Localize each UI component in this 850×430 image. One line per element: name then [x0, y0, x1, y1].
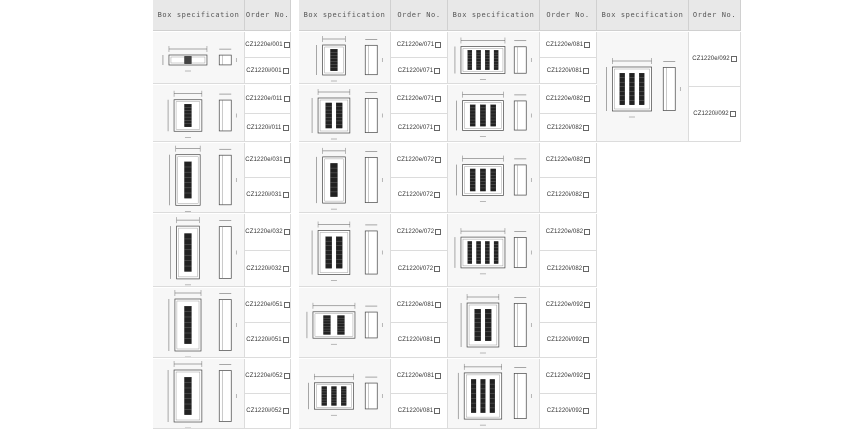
cabinet-drawing: [299, 143, 391, 213]
order-code: CZ1220e/092: [545, 302, 584, 308]
cabinet-side-view: [365, 39, 382, 74]
order-number: [245, 214, 291, 251]
cabinet-drawing: [153, 288, 245, 358]
order-code: CZ1220i/071: [397, 124, 434, 131]
cabinet-drawing: [448, 32, 540, 84]
cabinet-side-view: [514, 41, 531, 73]
cabinet-side-view: [514, 297, 531, 346]
order-code: CZ1220i/081: [397, 408, 434, 414]
order-number: [245, 323, 291, 358]
cabinet-side-view: [514, 159, 531, 195]
header-order-no-2: Order No.: [391, 0, 448, 31]
order-code: CZ1220e/071: [396, 41, 435, 48]
cabinet-front-view: [455, 228, 505, 274]
order-code: CZ1220e/052: [245, 373, 283, 379]
header-box-specification-1: Box specification: [153, 0, 245, 31]
order-code: CZ1220i/052: [246, 408, 282, 414]
cabinet-drawing: [448, 288, 540, 358]
cabinet-side-view: [219, 149, 236, 205]
cabinet-drawing: [153, 214, 245, 287]
checkbox-square-icon: [435, 42, 441, 48]
cabinet-front-view: [168, 91, 202, 138]
cabinet-side-view: [514, 95, 531, 130]
order-number: [540, 323, 597, 358]
header-box-specification-4: Box specification: [597, 0, 689, 31]
cabinet-drawing: [153, 143, 245, 213]
cabinet-front-view: [312, 89, 350, 139]
checkbox-square-icon: [284, 373, 290, 379]
checkbox-square-icon: [283, 125, 289, 131]
checkbox-square-icon: [434, 125, 440, 131]
order-code: CZ1220i/011: [246, 124, 282, 131]
order-number: [540, 288, 597, 323]
order-code: CZ1220e/051: [245, 302, 283, 308]
checkbox-square-icon: [434, 337, 440, 343]
cabinet-drawing: [153, 359, 245, 429]
checkbox-square-icon: [283, 408, 289, 414]
checkbox-square-icon: [284, 229, 290, 235]
spec-cell: [153, 359, 245, 429]
order-code: CZ1220e/082: [545, 157, 584, 163]
spec-cell: [448, 32, 540, 84]
order-number: [391, 394, 448, 429]
cabinet-side-view: [219, 365, 236, 422]
spec-cell: [299, 85, 391, 142]
order-number: [391, 85, 448, 114]
order-number: [245, 85, 291, 114]
order-number: [540, 359, 597, 394]
checkbox-square-icon: [583, 337, 589, 343]
order-number: [540, 85, 597, 114]
spec-cell: [448, 288, 540, 358]
order-code: CZ1220i/082: [546, 124, 583, 131]
header-order-no-3: Order No.: [540, 0, 597, 31]
cabinet-side-view: [219, 49, 236, 65]
cabinet-front-view: [606, 58, 651, 117]
order-number: [540, 58, 597, 84]
order-number: [391, 32, 448, 58]
order-code: CZ1220e/082: [545, 229, 584, 235]
order-number: [245, 143, 291, 178]
order-number: [391, 323, 448, 358]
order-number: [391, 359, 448, 394]
spec-cell: [299, 143, 391, 213]
order-number: [245, 394, 291, 429]
cabinet-drawing: [448, 214, 540, 287]
spec-cell: [153, 288, 245, 358]
cabinet-side-view: [365, 225, 382, 274]
cabinet-drawing: [153, 85, 245, 142]
spec-cell: [448, 85, 540, 142]
spec-cell: [299, 214, 391, 287]
cabinet-side-view: [663, 61, 680, 110]
cabinet-drawing: [299, 214, 391, 287]
order-code: CZ1220e/092: [545, 373, 584, 379]
order-number: [540, 114, 597, 142]
checkbox-square-icon: [730, 111, 736, 117]
cabinet-side-view: [365, 306, 382, 338]
cabinet-front-view: [457, 92, 504, 137]
order-code: CZ1220i/092: [546, 337, 583, 343]
order-code: CZ1220i/051: [246, 337, 282, 343]
checkbox-square-icon: [584, 229, 590, 235]
checkbox-square-icon: [584, 42, 590, 48]
cabinet-drawing: [448, 359, 540, 429]
checkbox-square-icon: [284, 42, 290, 48]
spec-cell: [299, 288, 391, 358]
order-code: CZ1220i/072: [397, 192, 434, 198]
checkbox-square-icon: [583, 408, 589, 414]
order-number: [245, 359, 291, 394]
cabinet-drawing: [299, 359, 391, 429]
cabinet-front-view: [308, 374, 353, 415]
cabinet-drawing: [597, 32, 689, 142]
spec-cell: [448, 359, 540, 429]
cabinet-side-view: [219, 294, 236, 351]
checkbox-square-icon: [435, 302, 441, 308]
checkbox-square-icon: [435, 373, 441, 379]
checkbox-square-icon: [435, 157, 441, 163]
cabinet-front-view: [168, 361, 202, 428]
spec-cell: [153, 85, 245, 142]
cabinet-front-view: [317, 36, 346, 81]
order-code: CZ1220e/031: [245, 157, 283, 163]
cabinet-drawing: [153, 32, 245, 84]
spec-cell: [153, 143, 245, 213]
cabinet-side-view: [514, 367, 531, 418]
checkbox-square-icon: [283, 68, 289, 74]
checkbox-square-icon: [584, 96, 590, 102]
spec-cell: [299, 359, 391, 429]
checkbox-square-icon: [731, 56, 737, 62]
cabinet-front-view: [170, 146, 200, 212]
spec-cell: [153, 32, 245, 84]
order-number: [689, 32, 741, 87]
cabinet-front-view: [169, 290, 201, 357]
order-code: CZ1220i/092: [546, 408, 583, 414]
cabinet-front-view: [458, 364, 502, 425]
cabinet-front-view: [171, 217, 200, 285]
order-number: [391, 58, 448, 84]
checkbox-square-icon: [435, 96, 441, 102]
order-code: CZ1220i/072: [397, 265, 434, 272]
order-number: [391, 214, 448, 251]
order-code: CZ1220e/081: [396, 373, 435, 379]
spec-cell: [597, 32, 689, 142]
order-number: [245, 288, 291, 323]
order-number: [540, 251, 597, 287]
checkbox-square-icon: [434, 408, 440, 414]
cabinet-front-view: [312, 222, 350, 281]
cabinet-drawing: [299, 288, 391, 358]
order-number: [245, 178, 291, 213]
header-order-no-1: Order No.: [245, 0, 291, 31]
order-number: [391, 288, 448, 323]
cabinet-front-view: [317, 148, 346, 209]
order-code: CZ1220i/082: [546, 192, 583, 198]
cabinet-side-view: [365, 92, 382, 132]
order-code: CZ1220i/081: [397, 337, 434, 343]
cabinet-side-view: [219, 221, 236, 279]
order-code: CZ1220e/092: [692, 56, 730, 62]
checkbox-square-icon: [583, 192, 589, 198]
order-number: [540, 214, 597, 251]
cabinet-front-view: [457, 156, 504, 202]
order-number: [391, 114, 448, 142]
order-code: CZ1220e/072: [396, 157, 435, 163]
order-code: CZ1220i/031: [246, 192, 282, 198]
spec-cell: [153, 214, 245, 287]
checkbox-square-icon: [283, 337, 289, 343]
order-number: [245, 251, 291, 287]
order-number: [540, 32, 597, 58]
order-number: [245, 58, 291, 84]
spec-cell: [448, 143, 540, 213]
cabinet-front-view: [307, 303, 355, 344]
checkbox-square-icon: [583, 266, 589, 272]
checkbox-square-icon: [584, 157, 590, 163]
spec-cell: [448, 214, 540, 287]
cabinet-drawing: [299, 32, 391, 84]
checkbox-square-icon: [584, 373, 590, 379]
checkbox-square-icon: [283, 192, 289, 198]
cabinet-front-view: [455, 38, 505, 80]
checkbox-square-icon: [283, 266, 289, 272]
cabinet-drawing: [448, 143, 540, 213]
cabinet-front-view: [163, 46, 207, 71]
header-order-no-4: Order No.: [689, 0, 741, 31]
order-number: [540, 143, 597, 178]
order-code: CZ1220e/011: [245, 96, 283, 102]
order-code: CZ1220e/072: [396, 229, 435, 235]
checkbox-square-icon: [435, 229, 441, 235]
cabinet-drawing: [448, 85, 540, 142]
checkbox-square-icon: [584, 302, 590, 308]
checkbox-square-icon: [284, 302, 290, 308]
order-code: CZ1220i/032: [246, 265, 282, 272]
order-code: CZ1220i/001: [246, 67, 282, 74]
order-code: CZ1220i/081: [546, 67, 583, 74]
order-number: [245, 114, 291, 142]
order-code: CZ1220i/071: [397, 67, 434, 74]
checkbox-square-icon: [434, 266, 440, 272]
order-number: [391, 251, 448, 287]
checkbox-square-icon: [284, 96, 290, 102]
order-code: CZ1220e/071: [396, 96, 435, 102]
order-number: [391, 143, 448, 178]
header-box-specification-2: Box specification: [299, 0, 391, 31]
checkbox-square-icon: [583, 125, 589, 131]
order-code: CZ1220i/082: [546, 265, 583, 272]
order-code: CZ1220e/032: [245, 229, 283, 235]
spec-cell: [299, 32, 391, 84]
order-number: [540, 178, 597, 213]
order-code: CZ1220e/081: [396, 302, 435, 308]
order-number: [689, 87, 741, 142]
checkbox-square-icon: [434, 192, 440, 198]
checkbox-square-icon: [434, 68, 440, 74]
order-number: [540, 394, 597, 429]
checkbox-square-icon: [583, 68, 589, 74]
order-code: CZ1220e/001: [245, 41, 283, 48]
cabinet-side-view: [514, 231, 531, 267]
cabinet-drawing: [299, 85, 391, 142]
cabinet-side-view: [219, 94, 236, 131]
cabinet-side-view: [365, 151, 382, 202]
cabinet-front-view: [461, 294, 499, 353]
order-code: CZ1220i/092: [693, 111, 729, 117]
order-code: CZ1220e/081: [545, 41, 584, 48]
order-code: CZ1220e/082: [545, 96, 584, 102]
order-number: [245, 32, 291, 58]
checkbox-square-icon: [284, 157, 290, 163]
cabinet-side-view: [365, 377, 382, 409]
order-number: [391, 178, 448, 213]
header-box-specification-3: Box specification: [448, 0, 540, 31]
